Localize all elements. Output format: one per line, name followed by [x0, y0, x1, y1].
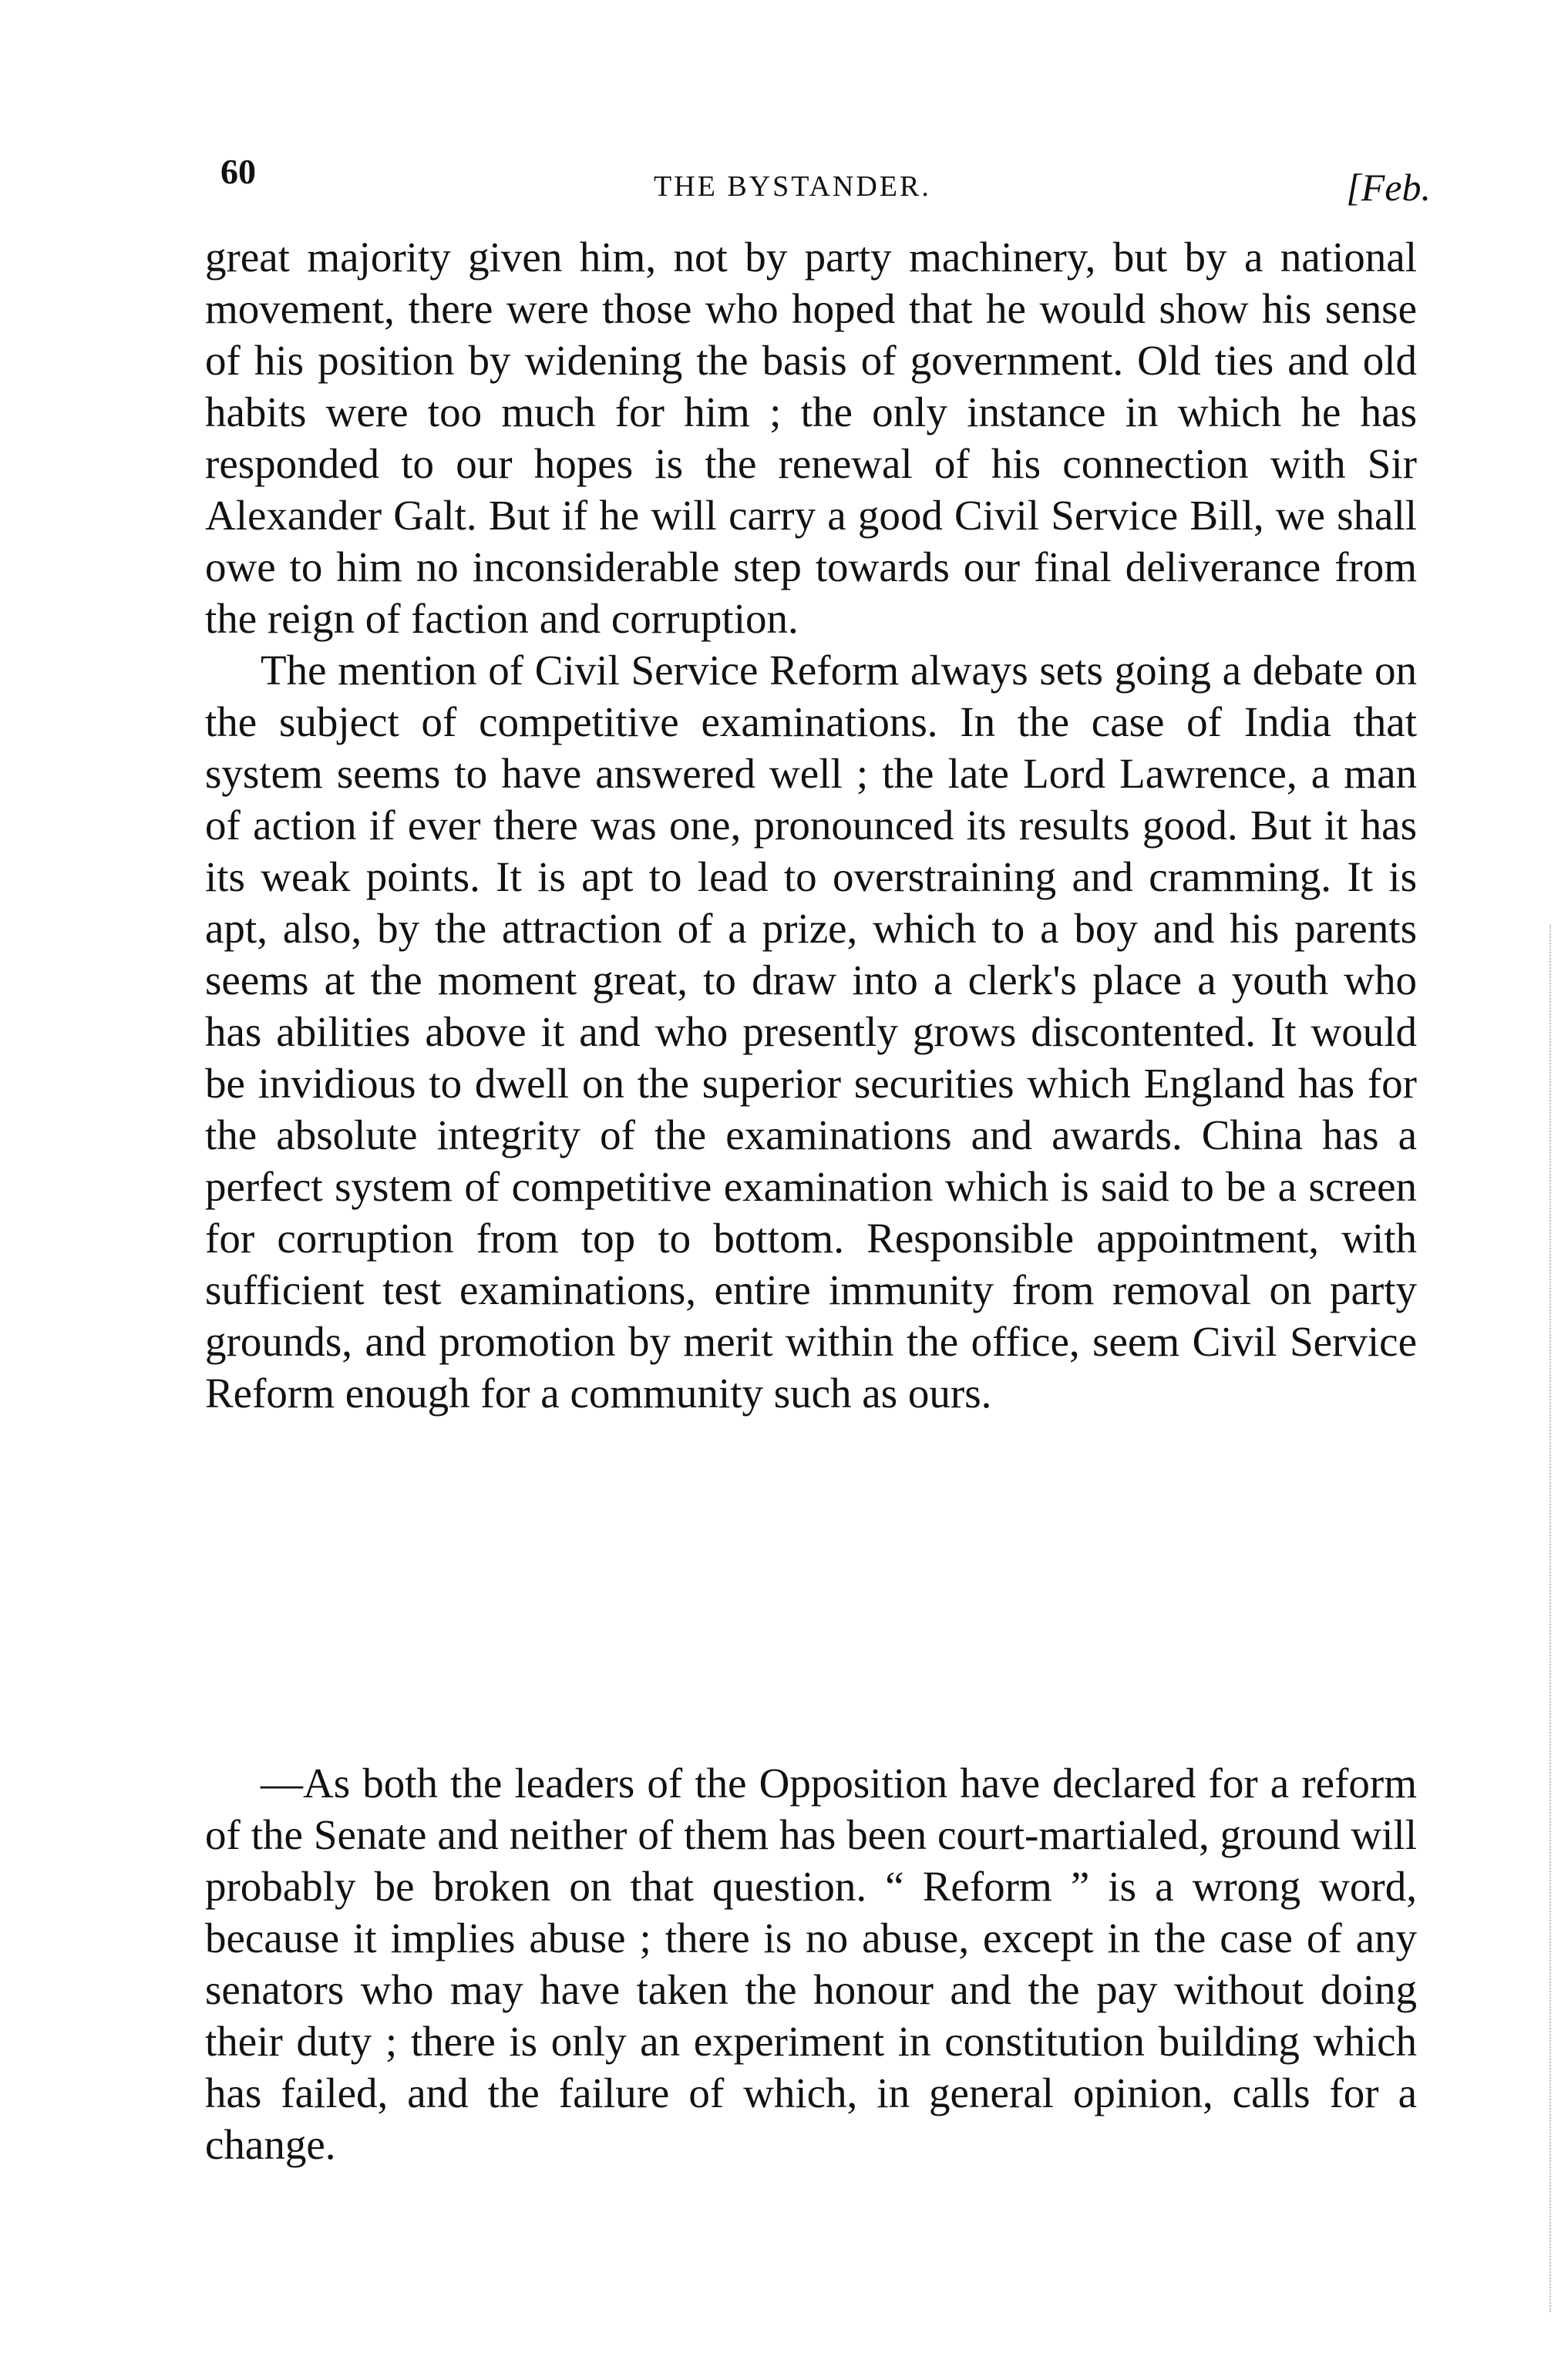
paragraph-continuation: great majority given him, not by party machinery, but by a national movement, there were those who hoped that he would show his sense of his position by widening the basis of government. Old ties and old habits were too much for him ; the only instance in which he has responded to our hopes is the renewal of his connection with Sir Alexander Galt. But if he will carry a good Civil Service Bill, we shall owe to him no inconsiderable step towards our final deliverance from the reign of faction and corruption.: [205, 234, 1417, 642]
page-edge-marks: [1549, 925, 1554, 2312]
page-number: 60: [220, 152, 256, 191]
running-title: THE BYSTANDER.: [654, 170, 931, 203]
main-text: [205, 231, 1417, 1419]
page-header: [205, 151, 1431, 220]
month-label: [Feb.: [1346, 166, 1431, 209]
senate-section: [205, 1757, 1417, 2170]
paragraph-senate-reform: —As both the leaders of the Opposition have declared for a reform of the Senate and neither of them has been court-martialed, ground will probably be broken on that question. “ Reform ” is a wrong word, because it implies abuse ; there is no abuse, except in the case of any senators who may have taken the honour and the pay without doing their duty ; there is only an experiment in constitution building which has failed, and the failure of which, in general opinion, calls for a change.: [205, 1760, 1417, 2168]
paragraph-civil-service: The mention of Civil Service Reform always sets going a debate on the subject of competitive examinations. In the case of India that system seems to have answered well ; the late Lord Lawrence, a man of action if ever there was one, pronounced its results good. But it has its weak points. It is apt to lead to overstraining and cramming. It is apt, also, by the attraction of a prize, which to a boy and his parents seems at the moment great, to draw into a clerk's place a youth who has abilities above it and who presently grows discontented. It would be invidious to dwell on the superior securities which England has for the absolute integrity of the examinations and awards. China has a perfect system of competitive examination which is said to be a screen for corruption from top to bottom. Responsible appointment, with sufficient test examinations, entire immunity from removal on party grounds, and promotion by merit within the office, seem Civil Service Reform enough for a community such as ours.: [205, 647, 1417, 1417]
